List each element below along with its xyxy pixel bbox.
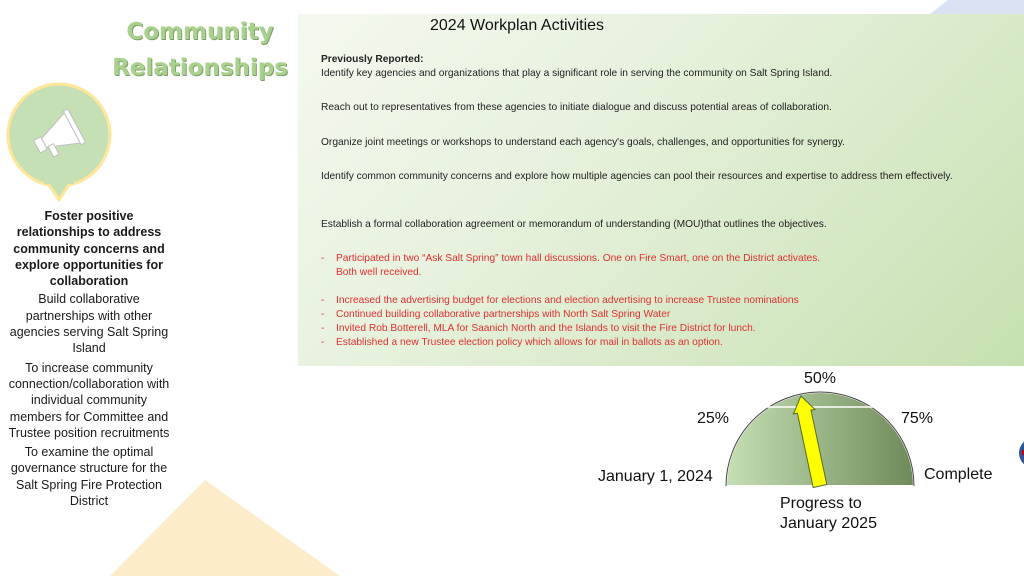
goals-list — [8, 208, 170, 512]
activity-item: Identify common community concerns and explore how multiple agencies can pool their resources and expertise to address them effectively. — [321, 171, 953, 182]
section-title-line-1: Community — [126, 19, 274, 45]
update-item — [321, 308, 881, 322]
activity-item: Reach out to representatives from these agencies to initiate dialogue and discuss potential areas of collaboration. — [321, 102, 832, 113]
bullet-dash: - — [321, 323, 325, 334]
logo-icon — [1017, 436, 1024, 470]
bullet-dash: - — [321, 253, 325, 264]
decorative-corner-shape — [930, 0, 1024, 14]
update-text: Both well received. — [336, 267, 422, 278]
update-text: Established a new Trustee election policy which allows for mail in ballots as an option. — [336, 337, 723, 348]
gauge-caption — [780, 494, 900, 534]
update-text: Increased the advertising budget for elections and election advertising to increase Trustee nominations — [336, 295, 799, 306]
previously-reported-block — [321, 53, 951, 81]
goal-main: Foster positive relationships to address community concerns and explore opportunities for collaboration — [13, 209, 165, 289]
gauge-label-50: 50% — [804, 370, 837, 387]
update-text: Continued building collaborative partnerships with North Salt Spring Water — [336, 309, 671, 320]
progress-gauge — [722, 380, 918, 490]
update-item — [321, 322, 881, 336]
goal-item: To examine the optimal governance structure for the Salt Spring Fire Protection District — [10, 445, 168, 509]
gauge-start-label: January 1, 2024 — [598, 468, 713, 485]
gauge-caption-line-1: Progress to — [780, 495, 862, 512]
megaphone-icon — [4, 80, 114, 202]
bullet-dash: - — [321, 309, 325, 320]
update-item — [321, 252, 881, 280]
activity-item: Organize joint meetings or workshops to understand each agency's goals, challenges, and opportunities for synergy. — [321, 137, 845, 148]
update-item — [321, 294, 881, 308]
gauge-label-25: 25% — [697, 410, 730, 427]
goal-item: To increase community connection/collaboration with individual community members for Committee and Trustee position recruitments — [8, 360, 170, 440]
gauge-label-75: 75% — [901, 410, 934, 427]
activities-panel — [298, 14, 1024, 366]
panel-title: 2024 Workplan Activities — [430, 17, 605, 34]
update-text: Invited Rob Botterell, MLA for Saanich North and the Islands to visit the Fire District for lunch. — [336, 323, 756, 334]
update-item — [321, 336, 881, 350]
section-title — [100, 14, 300, 86]
goal-item: Build collaborative partnerships with other agencies serving Salt Spring Island — [9, 292, 169, 356]
gauge-end-label: Complete — [924, 466, 993, 483]
gauge-caption-line-2: January 2025 — [780, 515, 877, 532]
bullet-dash: - — [321, 337, 325, 348]
activity-item: Establish a formal collaboration agreement or memorandum of understanding (MOU)that outlines the objectives. — [321, 219, 827, 230]
bullet-dash: - — [321, 295, 325, 306]
activity-item: Identify key agencies and organizations that play a significant role in serving the community on Salt Spring Island. — [321, 68, 833, 79]
previously-reported-label: Previously Reported: — [321, 54, 424, 65]
section-title-line-2: Relationships — [112, 55, 288, 81]
update-text: Participated in two “Ask Salt Spring” town hall discussions. One on Fire Smart, one on the District activates. — [336, 253, 821, 264]
